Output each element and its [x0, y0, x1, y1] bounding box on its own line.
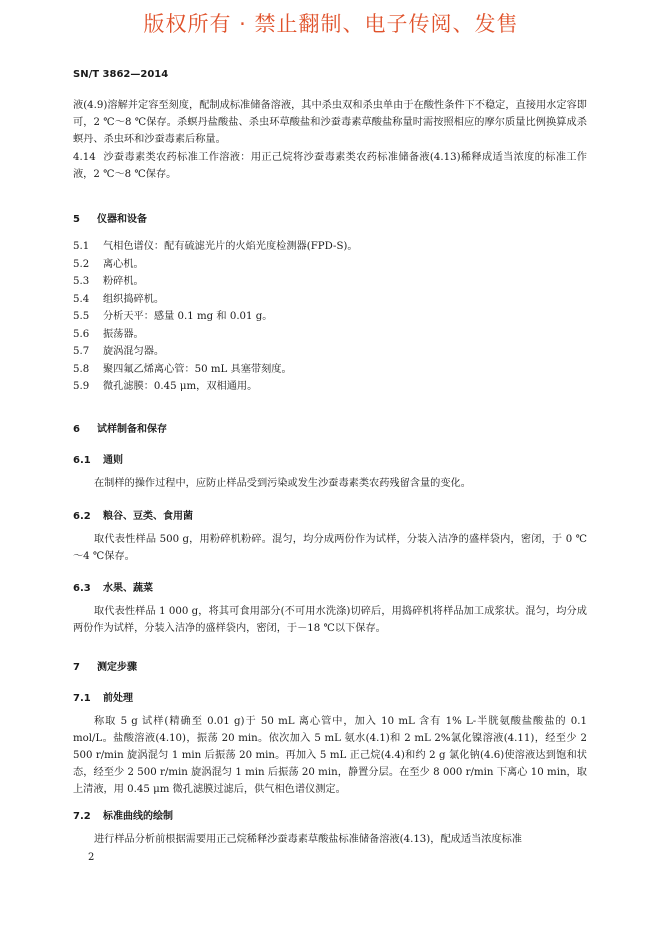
subsection-7-2-heading: 7.2 标准曲线的绘制 [73, 810, 173, 822]
document-body [73, 97, 587, 848]
subsection-6-3-text: 取代表性样品 1 000 g，将其可食用部分(不可用水洗涤)切碎后，用捣碎机将样品加工成浆状。混匀，均分成两份作为试样，分装入洁净的盛样袋内，密闭，于－18 ℃以下保存。 [73, 605, 587, 634]
list-item: 5.4 组织捣碎机。 [73, 293, 165, 305]
clause-text: 沙蚕毒素类农药标准工作溶液：用正己烷将沙蚕毒素类农药标准储备液(4.13)稀释成适当浓度的标准工作液，2 ℃～8 ℃保存。 [73, 152, 587, 180]
intro-paragraph: 液(4.9)溶解并定容至刻度，配制成标准储备溶液，其中杀虫双和杀虫单由于在酸性条件下不稳定，直接用水定容即可，2 ℃～8 ℃保存。杀螟丹盐酸盐、杀虫环草酸盐和沙蚕毒素草酸盐称量时需按照相应的摩尔质量比例换算成杀螟丹、杀虫环和沙蚕毒素后称量。 [73, 100, 587, 145]
subsection-7-1-text: 称取 5 g 试样(精确至 0.01 g)于 50 mL 离心管中，加入 10 mL 含有 1% L-半胱氨酸盐酸盐的 0.1 mol/L。盐酸溶液(4.10)，振荡 20 min。依次加入 5 mL 氨水(4.1)和 2 mL 2%氯化镍溶液(4.11)，经至少 2 500 r/min 旋涡混匀 1 min 后振荡 20 min。再加入 5 mL 正己烷(4.4)和约 2 g 氯化钠(4.6)使溶液达到饱和状态，经至少 2 500 r/min 旋涡混匀 1 min 后振荡 20 min，静置分层。在至少 8 000 r/min 下离心 10 min，取上清液，用 0.45 μm 微孔滤膜过滤后，供气相色谱仪测定。 [73, 715, 587, 795]
clause-4-14 [73, 149, 587, 183]
list-item: 5.8 聚四氟乙烯离心管：50 mL 具塞带刻度。 [73, 363, 292, 375]
section-number: 5 [73, 214, 80, 225]
subsection-6-3-heading: 6.3 水果、蔬菜 [73, 582, 153, 594]
list-item: 5.1 气相色谱仪：配有硫滤光片的火焰光度检测器(FPD-S)。 [73, 241, 358, 252]
copyright-watermark: 版权所有 · 禁止翻制、电子传阅、发售 [143, 12, 519, 36]
section-7-heading: 7 测定步骤 [73, 661, 137, 673]
subsection-7-1-heading: 7.1 前处理 [73, 692, 133, 704]
subsection-6-1-text: 在制样的操作过程中，应防止样品受到污染或发生沙蚕毒素类农药残留含量的变化。 [94, 477, 471, 489]
subsection-6-2-text: 取代表性样品 500 g，用粉碎机粉碎。混匀，均分成两份作为试样，分装入洁净的盛样袋内，密闭，于 0 ℃～4 ℃保存。 [73, 533, 587, 562]
section-5-heading [73, 210, 587, 225]
page-number: 2 [88, 852, 95, 863]
subsection-6-1-heading: 6.1 通则 [73, 454, 123, 466]
subsection-7-2-text: 进行样品分析前根据需要用正己烷稀释沙蚕毒素草酸盐标准储备溶液(4.13)，配成适当浓度标准 [94, 833, 522, 845]
section-title: 仪器和设备 [97, 214, 147, 225]
list-item: 5.9 微孔滤膜：0.45 μm，双相通用。 [73, 381, 258, 392]
list-item: 5.6 振荡器。 [73, 328, 144, 340]
clause-number: 4.14 [73, 152, 96, 163]
list-item: 5.5 分析天平：感量 0.1 mg 和 0.01 g。 [73, 311, 273, 322]
list-item: 5.3 粉碎机。 [73, 276, 144, 287]
subsection-6-2-heading: 6.2 粮谷、豆类、食用菌 [73, 510, 193, 522]
list-item: 5.2 离心机。 [73, 258, 144, 270]
section-6-heading: 6 试样制备和保存 [73, 423, 167, 435]
list-item: 5.7 旋涡混匀器。 [73, 346, 165, 357]
standard-number: SN/T 3862—2014 [73, 69, 169, 80]
